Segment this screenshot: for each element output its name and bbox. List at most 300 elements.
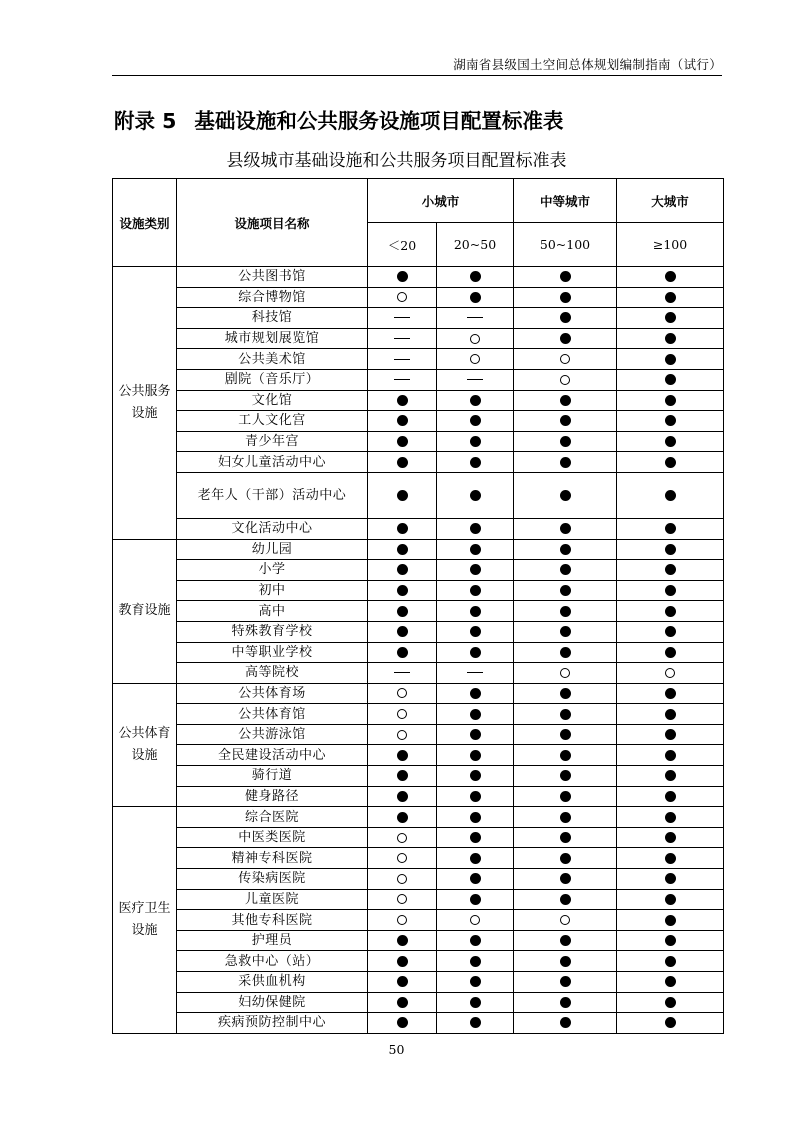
value-cell	[514, 807, 617, 828]
table-row	[113, 349, 724, 370]
col-header-pop-20-50: 20~50	[437, 223, 514, 267]
value-cell	[514, 411, 617, 432]
filled-circle-icon	[397, 606, 408, 617]
value-cell	[617, 663, 724, 684]
filled-circle-icon	[470, 688, 481, 699]
hollow-circle-icon	[397, 915, 407, 925]
value-cell	[514, 560, 617, 581]
hollow-circle-icon	[665, 668, 675, 678]
table-row	[113, 328, 724, 349]
value-cell	[617, 786, 724, 807]
value-cell	[368, 869, 437, 890]
value-cell	[368, 786, 437, 807]
filled-circle-icon	[665, 374, 676, 385]
hollow-circle-icon	[397, 833, 407, 843]
filled-circle-icon	[560, 333, 571, 344]
filled-circle-icon	[560, 812, 571, 823]
table-row	[113, 539, 724, 560]
item-name-cell: 妇女儿童活动中心	[177, 452, 368, 473]
filled-circle-icon	[470, 853, 481, 864]
filled-circle-icon	[397, 791, 408, 802]
value-cell	[437, 910, 514, 931]
table-row	[113, 766, 724, 787]
value-cell	[617, 287, 724, 308]
table-body	[113, 267, 724, 1034]
filled-circle-icon	[397, 564, 408, 575]
value-cell	[437, 621, 514, 642]
value-cell	[437, 663, 514, 684]
value-cell	[437, 560, 514, 581]
running-header: 湖南省县级国土空间总体规划编制指南（试行）	[453, 57, 722, 72]
col-header-item: 设施项目名称	[177, 179, 368, 267]
filled-circle-icon	[665, 544, 676, 555]
value-cell	[617, 601, 724, 622]
value-cell	[368, 724, 437, 745]
filled-circle-icon	[397, 415, 408, 426]
value-cell	[437, 930, 514, 951]
table-row	[113, 560, 724, 581]
value-cell	[437, 349, 514, 370]
value-cell	[368, 411, 437, 432]
filled-circle-icon	[470, 457, 481, 468]
filled-circle-icon	[665, 312, 676, 323]
value-cell	[514, 328, 617, 349]
value-cell	[617, 972, 724, 993]
filled-circle-icon	[560, 415, 571, 426]
filled-circle-icon	[470, 1017, 481, 1028]
value-cell	[437, 972, 514, 993]
filled-circle-icon	[665, 894, 676, 905]
filled-circle-icon	[560, 312, 571, 323]
value-cell	[617, 580, 724, 601]
table-row	[113, 827, 724, 848]
filled-circle-icon	[560, 647, 571, 658]
value-cell	[368, 663, 437, 684]
hollow-circle-icon	[397, 853, 407, 863]
value-cell	[514, 642, 617, 663]
filled-circle-icon	[560, 490, 571, 501]
item-name-cell: 幼儿园	[177, 539, 368, 560]
filled-circle-icon	[470, 935, 481, 946]
table-row	[113, 786, 724, 807]
value-cell	[514, 951, 617, 972]
filled-circle-icon	[470, 544, 481, 555]
value-cell	[514, 724, 617, 745]
value-cell	[368, 431, 437, 452]
item-name-cell: 护理员	[177, 930, 368, 951]
value-cell	[617, 328, 724, 349]
value-cell	[368, 683, 437, 704]
value-cell	[368, 472, 437, 518]
value-cell	[368, 390, 437, 411]
value-cell	[617, 869, 724, 890]
table-row	[113, 807, 724, 828]
value-cell	[437, 472, 514, 518]
filled-circle-icon	[665, 523, 676, 534]
item-name-cell: 综合博物馆	[177, 287, 368, 308]
header-rule	[112, 75, 722, 76]
item-name-cell: 中等职业学校	[177, 642, 368, 663]
filled-circle-icon	[560, 956, 571, 967]
value-cell	[617, 621, 724, 642]
filled-circle-icon	[470, 709, 481, 720]
filled-circle-icon	[397, 647, 408, 658]
value-cell	[514, 621, 617, 642]
filled-circle-icon	[560, 544, 571, 555]
filled-circle-icon	[397, 956, 408, 967]
table-row	[113, 267, 724, 288]
table-row	[113, 972, 724, 993]
category-label-line: 公共服务	[118, 383, 171, 399]
filled-circle-icon	[665, 750, 676, 761]
filled-circle-icon	[397, 271, 408, 282]
hollow-circle-icon	[470, 354, 480, 364]
hollow-circle-icon	[397, 730, 407, 740]
value-cell	[617, 431, 724, 452]
value-cell	[617, 642, 724, 663]
filled-circle-icon	[560, 935, 571, 946]
item-name-cell: 高中	[177, 601, 368, 622]
header-row-1	[113, 179, 724, 223]
item-name-cell: 全民建设活动中心	[177, 745, 368, 766]
value-cell	[368, 807, 437, 828]
value-cell	[617, 308, 724, 329]
table-row	[113, 621, 724, 642]
value-cell	[617, 724, 724, 745]
item-name-cell: 城市规划展览馆	[177, 328, 368, 349]
value-cell	[514, 786, 617, 807]
value-cell	[368, 560, 437, 581]
value-cell	[514, 992, 617, 1013]
filled-circle-icon	[560, 457, 571, 468]
table-row	[113, 869, 724, 890]
filled-circle-icon	[470, 626, 481, 637]
table-row	[113, 683, 724, 704]
value-cell	[368, 328, 437, 349]
item-name-cell: 其他专科医院	[177, 910, 368, 931]
category-label-line: 设施	[131, 747, 158, 763]
value-cell	[437, 889, 514, 910]
filled-circle-icon	[470, 564, 481, 575]
value-cell	[368, 452, 437, 473]
filled-circle-icon	[397, 436, 408, 447]
filled-circle-icon	[665, 626, 676, 637]
value-cell	[368, 992, 437, 1013]
value-cell	[514, 766, 617, 787]
filled-circle-icon	[665, 873, 676, 884]
filled-circle-icon	[560, 1017, 571, 1028]
filled-circle-icon	[560, 750, 571, 761]
filled-circle-icon	[665, 729, 676, 740]
filled-circle-icon	[397, 544, 408, 555]
dash-icon	[467, 379, 483, 380]
filled-circle-icon	[560, 292, 571, 303]
value-cell	[437, 328, 514, 349]
filled-circle-icon	[470, 750, 481, 761]
value-cell	[437, 869, 514, 890]
filled-circle-icon	[665, 688, 676, 699]
filled-circle-icon	[665, 976, 676, 987]
value-cell	[617, 411, 724, 432]
category-cell	[113, 267, 177, 540]
value-cell	[437, 539, 514, 560]
filled-circle-icon	[560, 564, 571, 575]
col-header-pop-50-100: 50~100	[514, 223, 617, 267]
value-cell	[617, 827, 724, 848]
hollow-circle-icon	[397, 688, 407, 698]
value-cell	[514, 1013, 617, 1034]
value-cell	[617, 807, 724, 828]
category-cell	[113, 539, 177, 683]
value-cell	[437, 642, 514, 663]
value-cell	[368, 621, 437, 642]
table-row	[113, 431, 724, 452]
filled-circle-icon	[665, 354, 676, 365]
filled-circle-icon	[665, 606, 676, 617]
filled-circle-icon	[470, 415, 481, 426]
value-cell	[617, 267, 724, 288]
value-cell	[437, 452, 514, 473]
value-cell	[617, 539, 724, 560]
filled-circle-icon	[560, 688, 571, 699]
filled-circle-icon	[665, 709, 676, 720]
hollow-circle-icon	[560, 668, 570, 678]
table-row	[113, 390, 724, 411]
filled-circle-icon	[470, 606, 481, 617]
filled-circle-icon	[470, 956, 481, 967]
value-cell	[617, 349, 724, 370]
value-cell	[514, 580, 617, 601]
item-name-cell: 精神专科医院	[177, 848, 368, 869]
hollow-circle-icon	[397, 292, 407, 302]
dash-icon	[394, 338, 410, 339]
item-name-cell: 骑行道	[177, 766, 368, 787]
value-cell	[437, 390, 514, 411]
item-name-cell: 健身路径	[177, 786, 368, 807]
filled-circle-icon	[470, 832, 481, 843]
filled-circle-icon	[665, 812, 676, 823]
value-cell	[368, 580, 437, 601]
value-cell	[617, 683, 724, 704]
value-cell	[437, 745, 514, 766]
item-name-cell: 中医类医院	[177, 827, 368, 848]
item-name-cell: 文化馆	[177, 390, 368, 411]
filled-circle-icon	[397, 585, 408, 596]
filled-circle-icon	[470, 812, 481, 823]
filled-circle-icon	[470, 395, 481, 406]
value-cell	[514, 683, 617, 704]
dash-icon	[394, 379, 410, 380]
item-name-cell: 小学	[177, 560, 368, 581]
filled-circle-icon	[665, 997, 676, 1008]
value-cell	[437, 724, 514, 745]
value-cell	[368, 1013, 437, 1034]
item-name-cell: 青少年宫	[177, 431, 368, 452]
page-number: 50	[388, 1042, 405, 1057]
filled-circle-icon	[397, 750, 408, 761]
filled-circle-icon	[560, 894, 571, 905]
value-cell	[514, 745, 617, 766]
value-cell	[617, 910, 724, 931]
filled-circle-icon	[560, 853, 571, 864]
filled-circle-icon	[470, 976, 481, 987]
value-cell	[514, 452, 617, 473]
value-cell	[368, 349, 437, 370]
filled-circle-icon	[470, 997, 481, 1008]
filled-circle-icon	[560, 709, 571, 720]
value-cell	[514, 369, 617, 390]
value-cell	[617, 930, 724, 951]
value-cell	[437, 1013, 514, 1034]
value-cell	[617, 704, 724, 725]
category-label-line: 公共体育	[118, 725, 171, 741]
table-row	[113, 580, 724, 601]
col-header-large-city: 大城市	[617, 179, 724, 223]
value-cell	[437, 704, 514, 725]
table-row	[113, 724, 724, 745]
filled-circle-icon	[665, 564, 676, 575]
value-cell	[617, 992, 724, 1013]
value-cell	[514, 704, 617, 725]
item-name-cell: 工人文化宫	[177, 411, 368, 432]
value-cell	[437, 267, 514, 288]
value-cell	[617, 369, 724, 390]
value-cell	[368, 539, 437, 560]
value-cell	[514, 848, 617, 869]
value-cell	[368, 889, 437, 910]
col-header-category: 设施类别	[113, 179, 177, 267]
value-cell	[437, 287, 514, 308]
value-cell	[437, 518, 514, 539]
value-cell	[437, 411, 514, 432]
item-name-cell: 传染病医院	[177, 869, 368, 890]
filled-circle-icon	[397, 1017, 408, 1028]
value-cell	[514, 431, 617, 452]
filled-circle-icon	[397, 395, 408, 406]
table-row	[113, 889, 724, 910]
filled-circle-icon	[470, 791, 481, 802]
hollow-circle-icon	[397, 709, 407, 719]
filled-circle-icon	[560, 626, 571, 637]
table-row	[113, 663, 724, 684]
value-cell	[514, 308, 617, 329]
value-cell	[368, 745, 437, 766]
value-cell	[437, 601, 514, 622]
value-cell	[514, 349, 617, 370]
col-header-small-city: 小城市	[368, 179, 514, 223]
filled-circle-icon	[470, 271, 481, 282]
value-cell	[514, 889, 617, 910]
value-cell	[437, 786, 514, 807]
value-cell	[514, 539, 617, 560]
value-cell	[617, 1013, 724, 1034]
filled-circle-icon	[665, 457, 676, 468]
filled-circle-icon	[665, 292, 676, 303]
item-name-cell: 采供血机构	[177, 972, 368, 993]
filled-circle-icon	[560, 976, 571, 987]
filled-circle-icon	[397, 935, 408, 946]
table-row	[113, 308, 724, 329]
value-cell	[437, 369, 514, 390]
table-row	[113, 411, 724, 432]
value-cell	[437, 827, 514, 848]
value-cell	[368, 827, 437, 848]
hollow-circle-icon	[397, 874, 407, 884]
filled-circle-icon	[665, 935, 676, 946]
value-cell	[514, 518, 617, 539]
col-header-pop-lt20: ＜20	[368, 223, 437, 267]
filled-circle-icon	[470, 292, 481, 303]
value-cell	[514, 472, 617, 518]
value-cell	[368, 766, 437, 787]
filled-circle-icon	[560, 997, 571, 1008]
value-cell	[437, 848, 514, 869]
filled-circle-icon	[470, 647, 481, 658]
value-cell	[617, 745, 724, 766]
filled-circle-icon	[470, 729, 481, 740]
col-header-medium-city: 中等城市	[514, 179, 617, 223]
table-row	[113, 642, 724, 663]
value-cell	[514, 390, 617, 411]
value-cell	[437, 580, 514, 601]
filled-circle-icon	[560, 395, 571, 406]
dash-icon	[394, 359, 410, 360]
filled-circle-icon	[560, 523, 571, 534]
value-cell	[437, 766, 514, 787]
col-header-pop-ge100: ≥100	[617, 223, 724, 267]
item-name-cell: 高等院校	[177, 663, 368, 684]
value-cell	[514, 972, 617, 993]
value-cell	[617, 848, 724, 869]
hollow-circle-icon	[470, 915, 480, 925]
item-name-cell: 公共美术馆	[177, 349, 368, 370]
value-cell	[617, 518, 724, 539]
value-cell	[368, 287, 437, 308]
table-row	[113, 287, 724, 308]
table-row	[113, 518, 724, 539]
filled-circle-icon	[470, 894, 481, 905]
value-cell	[514, 869, 617, 890]
item-name-cell: 特殊教育学校	[177, 621, 368, 642]
value-cell	[368, 642, 437, 663]
table-row	[113, 910, 724, 931]
value-cell	[368, 369, 437, 390]
value-cell	[368, 930, 437, 951]
filled-circle-icon	[665, 395, 676, 406]
item-name-cell: 急救中心（站）	[177, 951, 368, 972]
table-row	[113, 601, 724, 622]
dash-icon	[467, 317, 483, 318]
appendix-title: 基础设施和公共服务设施项目配置标准表	[194, 109, 564, 133]
item-name-cell: 公共体育场	[177, 683, 368, 704]
value-cell	[514, 827, 617, 848]
dash-icon	[467, 672, 483, 673]
filled-circle-icon	[397, 523, 408, 534]
value-cell	[617, 390, 724, 411]
value-cell	[514, 910, 617, 931]
filled-circle-icon	[560, 606, 571, 617]
item-name-cell: 妇幼保健院	[177, 992, 368, 1013]
value-cell	[514, 601, 617, 622]
hollow-circle-icon	[560, 375, 570, 385]
category-label-line: 教育设施	[118, 603, 171, 619]
appendix-number: 附录 5	[114, 109, 177, 133]
item-name-cell: 科技馆	[177, 308, 368, 329]
category-label-line: 设施	[131, 405, 158, 421]
item-name-cell: 文化活动中心	[177, 518, 368, 539]
filled-circle-icon	[560, 832, 571, 843]
filled-circle-icon	[397, 770, 408, 781]
